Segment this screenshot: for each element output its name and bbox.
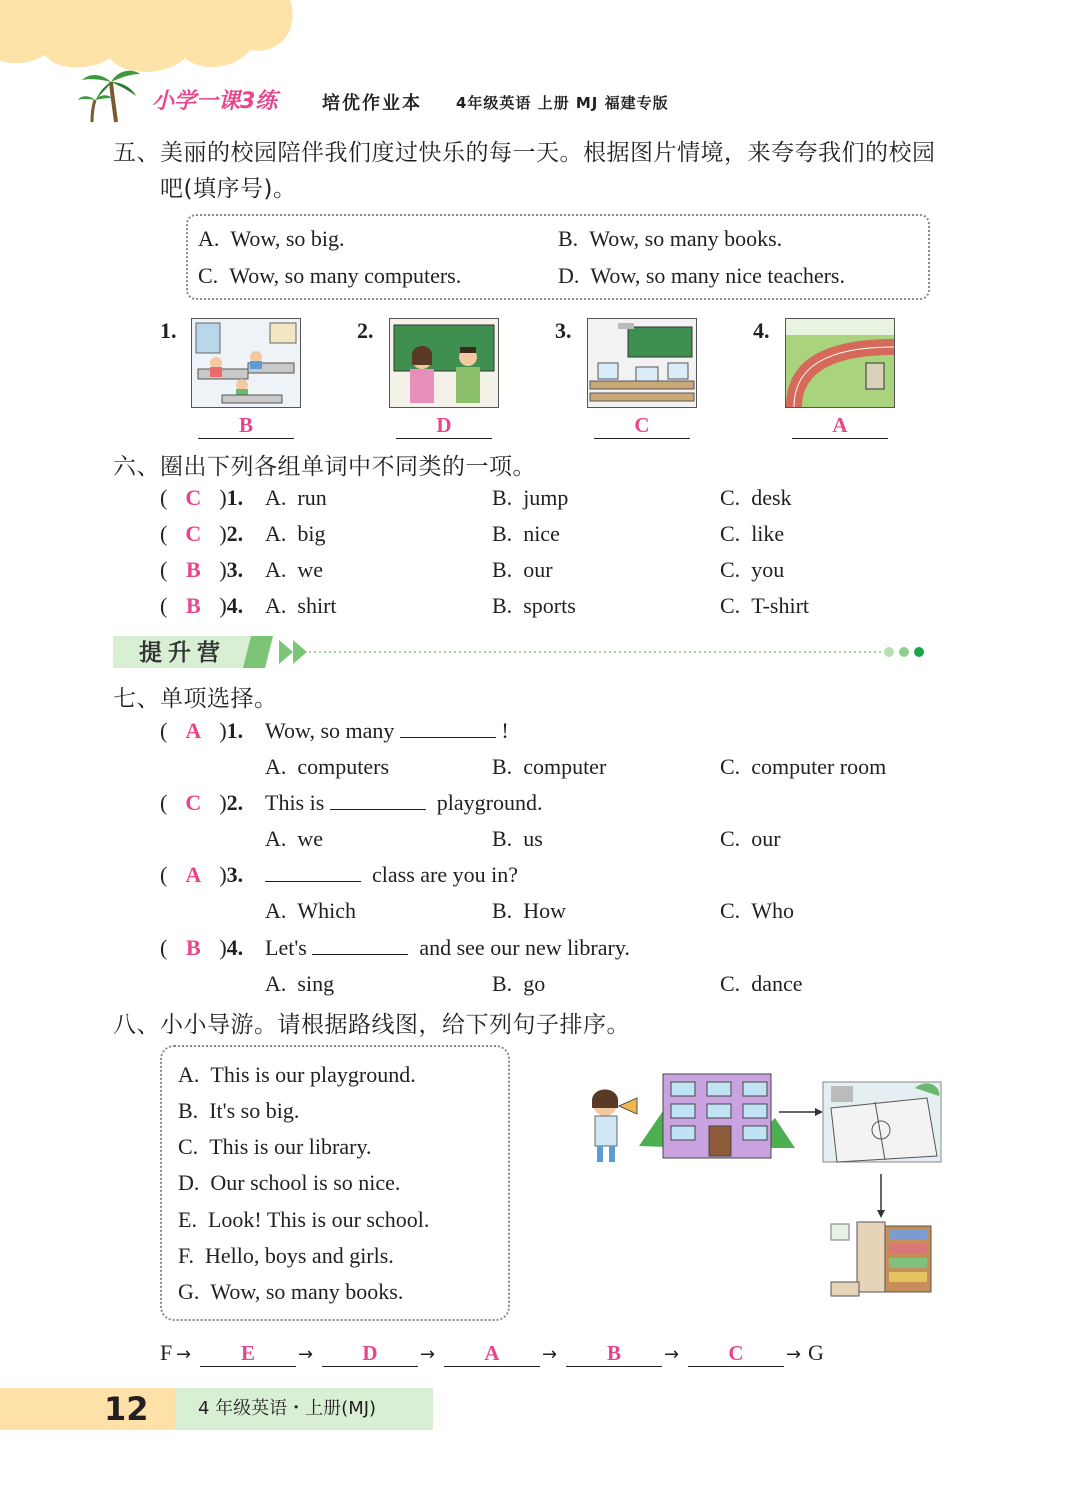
section6-item: ( C )1.: [160, 483, 243, 513]
order-answer[interactable]: C: [688, 1340, 784, 1367]
picture-answer[interactable]: A: [792, 412, 888, 439]
footer-page-number-box: [0, 1388, 175, 1430]
option-d: D. Wow, so many nice teachers.: [558, 263, 845, 288]
order-answer[interactable]: A: [444, 1340, 540, 1367]
option-b: B. nice: [492, 521, 560, 546]
option-b: B. sports: [492, 593, 576, 618]
cloud-decoration: [0, 0, 300, 80]
option-a: A. Wow, so big.: [198, 226, 345, 251]
answer-mark[interactable]: A: [185, 718, 202, 743]
answer-mark[interactable]: C: [185, 485, 202, 510]
page-number: 12: [104, 1390, 149, 1428]
answer-mark[interactable]: A: [185, 862, 202, 887]
playground-scene: [823, 1082, 941, 1162]
section6-item: ( C )2.: [160, 519, 243, 549]
header-book-info: 4年级英语 上册 MJ 福建专版: [456, 94, 669, 112]
question-text: Let's and see our new library.: [265, 935, 630, 960]
library-scene: [831, 1222, 931, 1296]
banner-label: 提升营: [139, 640, 226, 666]
picture-answer[interactable]: C: [594, 412, 690, 439]
option-b: B. jump: [492, 485, 569, 510]
picture-answer[interactable]: B: [198, 412, 294, 439]
answer-blank[interactable]: [400, 717, 496, 738]
playground-picture: [785, 318, 895, 408]
section6-title: 六、圈出下列各组单词中不同类的一项。: [113, 454, 536, 480]
sentence: A. This is our playground.: [178, 1062, 416, 1087]
option-a: A. run: [265, 485, 327, 510]
section8-title: 八、小小导游。请根据路线图，给下列句子排序。: [113, 1012, 630, 1038]
footer-book-label: 4 年级英语・上册(MJ): [198, 1398, 377, 1419]
question-text: Wow, so many !: [265, 718, 509, 743]
option-b: B. us: [492, 826, 543, 851]
option-b: B. computer: [492, 754, 607, 779]
answer-mark[interactable]: C: [185, 521, 202, 546]
answer-mark[interactable]: B: [185, 935, 201, 960]
route-map: [575, 1068, 945, 1308]
section7-item: ( A )1.: [160, 716, 243, 746]
arrow-icon: →: [786, 1344, 802, 1365]
sentence: C. This is our library.: [178, 1134, 372, 1159]
answer-mark[interactable]: B: [185, 557, 201, 582]
section6-item: ( B )4.: [160, 591, 243, 621]
answer-blank[interactable]: [330, 789, 426, 810]
section7-item: ( B )4.: [160, 933, 243, 963]
option-c: C. dance: [720, 971, 803, 996]
option-c: C. you: [720, 557, 785, 582]
picture-number: 2.: [357, 318, 374, 343]
option-c: C. like: [720, 521, 785, 546]
option-b: B. Wow, so many books.: [558, 226, 783, 251]
option-a: A. computers: [265, 754, 390, 779]
option-c: C. Wow, so many computers.: [198, 263, 462, 288]
option-a: A. we: [265, 557, 324, 582]
arrow-icon: →: [542, 1344, 558, 1365]
answer-mark[interactable]: C: [185, 790, 202, 815]
picture-answer[interactable]: D: [396, 412, 492, 439]
option-c: C. our: [720, 826, 781, 851]
arrow-icon: →: [298, 1344, 314, 1365]
option-a: A. Which: [265, 898, 357, 923]
answer-blank[interactable]: [312, 934, 408, 955]
section-banner: [113, 632, 933, 672]
order-answer[interactable]: B: [566, 1340, 662, 1367]
section7-item: ( A )3.: [160, 860, 243, 890]
answer-mark[interactable]: B: [185, 593, 201, 618]
arrow-icon: →: [176, 1344, 192, 1365]
option-c: C. computer room: [720, 754, 887, 779]
sentence: E. Look! This is our school.: [178, 1207, 430, 1232]
classroom-picture: [191, 318, 301, 408]
picture-number: 4.: [753, 318, 770, 343]
option-c: C. desk: [720, 485, 792, 510]
computer-room-picture: [587, 318, 697, 408]
header-subtitle: 培优作业本: [322, 93, 422, 114]
option-b: B. our: [492, 557, 553, 582]
school-building: [639, 1074, 795, 1158]
option-b: B. go: [492, 971, 546, 996]
tour-guide-girl: [592, 1090, 637, 1163]
option-a: A. we: [265, 826, 324, 851]
sentence: D. Our school is so nice.: [178, 1170, 401, 1195]
question-text: This is playground.: [265, 790, 543, 815]
order-answer[interactable]: D: [322, 1340, 418, 1367]
answer-blank[interactable]: [265, 861, 361, 882]
option-a: A. big: [265, 521, 326, 546]
section7-title: 七、单项选择。: [113, 686, 278, 712]
header-brand: 小学一课3练: [152, 89, 278, 114]
arrow-icon: →: [420, 1344, 436, 1365]
option-b: B. How: [492, 898, 566, 923]
order-end: G: [808, 1340, 824, 1365]
option-c: C. T-shirt: [720, 593, 810, 618]
section7-item: ( C )2.: [160, 788, 243, 818]
picture-number: 3.: [555, 318, 572, 343]
section5-title-line2: 吧(填序号)。: [160, 176, 297, 202]
sentence: F. Hello, boys and girls.: [178, 1243, 394, 1268]
question-text: class are you in?: [265, 860, 518, 890]
sentence: B. It's so big.: [178, 1098, 300, 1123]
order-answer[interactable]: E: [200, 1340, 296, 1367]
option-a: A. shirt: [265, 593, 337, 618]
option-c: C. Who: [720, 898, 794, 923]
order-start: F: [160, 1340, 173, 1365]
palm-tree-icon: [78, 66, 148, 124]
sentence: G. Wow, so many books.: [178, 1279, 404, 1304]
section6-item: ( B )3.: [160, 555, 243, 585]
picture-number: 1.: [160, 318, 177, 343]
teachers-picture: [389, 318, 499, 408]
option-a: A. sing: [265, 971, 335, 996]
section5-title-line1: 五、美丽的校园陪伴我们度过快乐的每一天。根据图片情境，来夸夸我们的校园: [113, 140, 936, 166]
arrow-icon: →: [664, 1344, 680, 1365]
